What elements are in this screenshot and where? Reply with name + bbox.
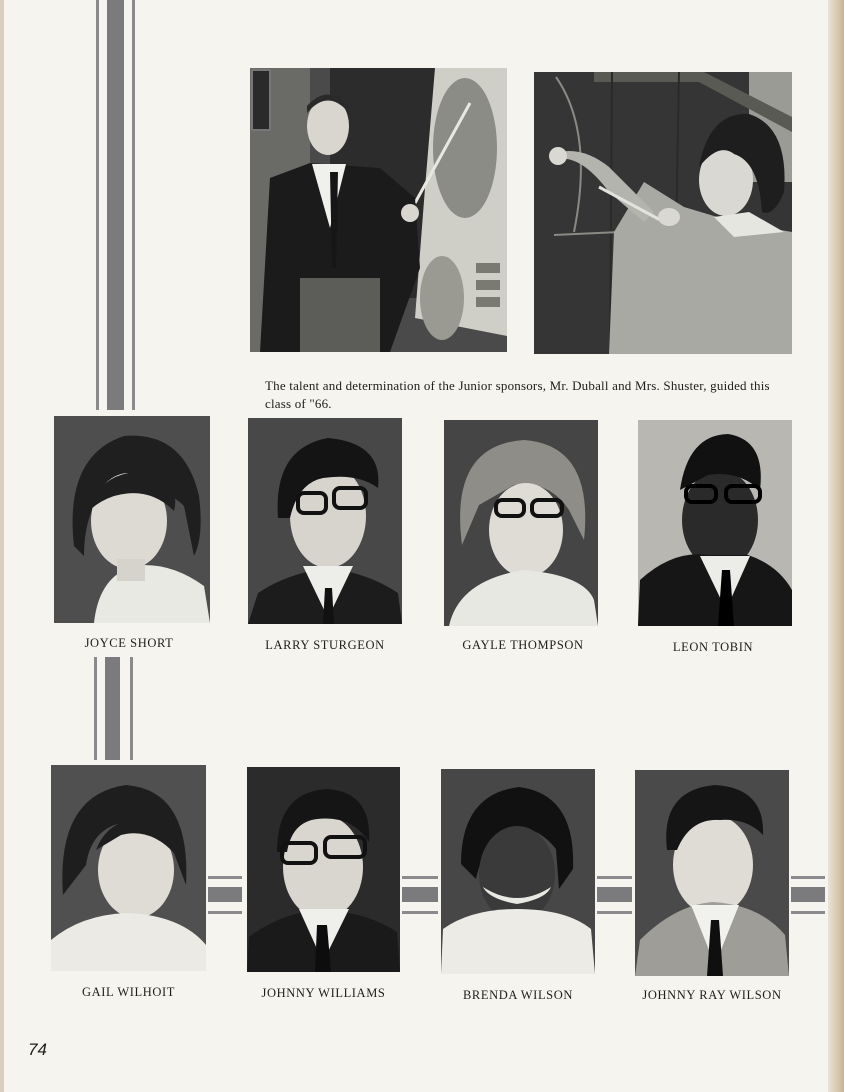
horizontal-bar-decoration [208,876,242,916]
student-name-label: GAYLE THOMPSON [462,638,584,652]
student-name-label: BRENDA WILSON [462,988,573,1002]
student-name-label: LEON TOBIN [672,640,754,654]
sponsor-photo-mrs-shuster [534,72,792,354]
portrait-gail-wilhoit [51,765,206,971]
portrait-joyce-short [54,416,210,623]
portrait-leon-tobin [638,420,792,626]
sponsor-photo-mr-duball [250,68,507,352]
horizontal-bar-decoration [597,876,632,916]
horizontal-bar-decoration [791,876,825,916]
sponsors-caption: The talent and determination of the Junior sponsors, Mr. Duball and Mrs. Shuster, guided this class of "66. [265,378,770,411]
horizontal-bar-decoration [402,876,438,916]
student-name-label: LARRY STURGEON [265,638,385,652]
student-name-label: GAIL WILHOIT [82,985,175,999]
page-right-edge [828,0,844,1092]
portrait-johnny-williams [247,767,400,972]
portrait-gayle-thompson [444,420,598,626]
student-name-label: JOHNNY RAY WILSON [642,988,782,1002]
portrait-johnny-ray-wilson [635,770,789,976]
page-left-edge [0,0,4,1092]
student-name-label: JOHNNY WILLIAMS [261,986,386,1000]
page-number: 74 [28,1040,47,1059]
portrait-larry-sturgeon [248,418,402,624]
student-name-label: JOYCE SHORT [84,636,174,650]
portrait-brenda-wilson [441,769,595,974]
